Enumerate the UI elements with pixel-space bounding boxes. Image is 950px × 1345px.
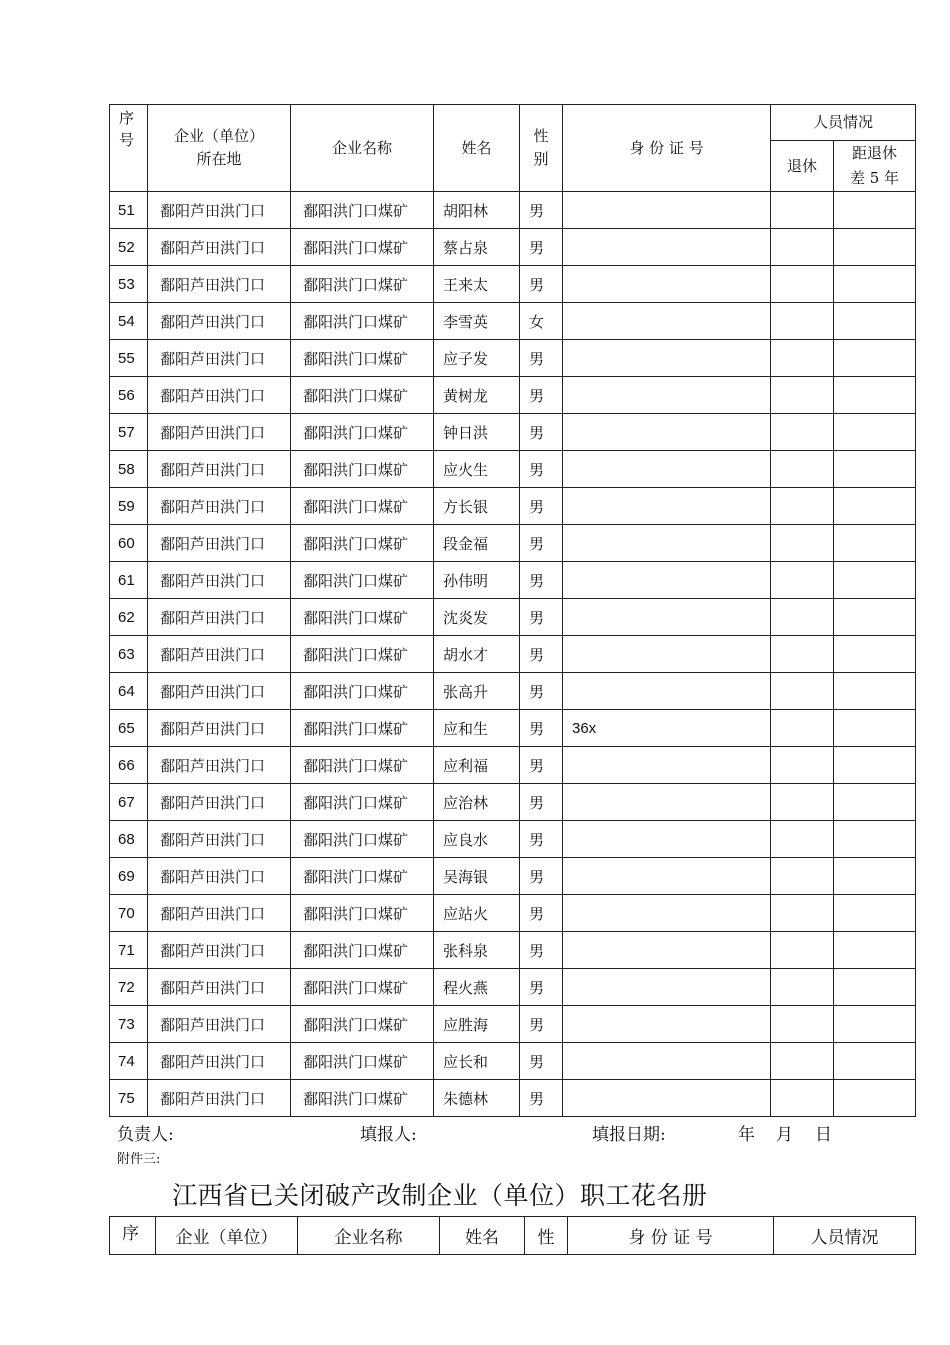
table-row	[110, 451, 916, 488]
row-number: 70	[110, 895, 148, 932]
enterprise-cell: 鄱阳洪门口煤矿	[291, 229, 434, 266]
row-number: 53	[110, 266, 148, 303]
to-retire-cell	[834, 932, 916, 969]
name-cell: 张高升	[434, 673, 520, 710]
row-number: 51	[110, 192, 148, 229]
retired-cell	[771, 784, 834, 821]
location-cell: 鄱阳芦田洪门口	[148, 451, 291, 488]
name-cell: 朱德林	[434, 1080, 520, 1117]
row-number: 56	[110, 377, 148, 414]
header-to-retire: 距退休 差 5 年	[834, 141, 916, 192]
to-retire-cell	[834, 858, 916, 895]
location-cell: 鄱阳芦田洪门口	[148, 1043, 291, 1080]
sex-cell: 男	[520, 932, 563, 969]
to-retire-cell	[834, 192, 916, 229]
retired-cell	[771, 895, 834, 932]
row-number: 69	[110, 858, 148, 895]
name-cell: 应良水	[434, 821, 520, 858]
table-row	[110, 895, 916, 932]
table-row	[110, 1043, 916, 1080]
sex-cell: 男	[520, 1043, 563, 1080]
location-cell: 鄱阳芦田洪门口	[148, 562, 291, 599]
id-number-cell	[563, 1006, 771, 1043]
name-cell: 张科泉	[434, 932, 520, 969]
name-cell: 钟日洪	[434, 414, 520, 451]
enterprise-cell: 鄱阳洪门口煤矿	[291, 303, 434, 340]
table-row	[110, 858, 916, 895]
name-cell: 方长银	[434, 488, 520, 525]
table-row	[110, 1080, 916, 1117]
row-number: 62	[110, 599, 148, 636]
id-number-cell	[563, 747, 771, 784]
name-cell: 应子发	[434, 340, 520, 377]
row-number: 60	[110, 525, 148, 562]
enterprise-cell: 鄱阳洪门口煤矿	[291, 340, 434, 377]
id-number-cell	[563, 340, 771, 377]
to-retire-cell	[834, 1006, 916, 1043]
table-row	[110, 784, 916, 821]
row-number: 59	[110, 488, 148, 525]
id-number-cell	[563, 1043, 771, 1080]
sex-cell: 男	[520, 488, 563, 525]
location-cell: 鄱阳芦田洪门口	[148, 1006, 291, 1043]
enterprise-cell: 鄱阳洪门口煤矿	[291, 969, 434, 1006]
sex-cell: 男	[520, 562, 563, 599]
header2-seq: 序	[110, 1217, 156, 1255]
name-cell: 应站火	[434, 895, 520, 932]
id-number-cell	[563, 192, 771, 229]
sex-cell: 男	[520, 599, 563, 636]
sex-cell: 男	[520, 710, 563, 747]
retired-cell	[771, 1006, 834, 1043]
sex-cell: 男	[520, 340, 563, 377]
month-label: 月	[776, 1125, 793, 1145]
id-number-cell	[563, 858, 771, 895]
to-retire-cell	[834, 673, 916, 710]
table-row	[110, 340, 916, 377]
row-number: 73	[110, 1006, 148, 1043]
enterprise-cell: 鄱阳洪门口煤矿	[291, 1043, 434, 1080]
responsible-label: 负责人:	[117, 1125, 174, 1145]
sex-cell: 男	[520, 192, 563, 229]
enterprise-cell: 鄱阳洪门口煤矿	[291, 1080, 434, 1117]
retired-cell	[771, 562, 834, 599]
enterprise-cell: 鄱阳洪门口煤矿	[291, 377, 434, 414]
enterprise-cell: 鄱阳洪门口煤矿	[291, 562, 434, 599]
to-retire-cell	[834, 1080, 916, 1117]
sex-cell: 男	[520, 858, 563, 895]
header2-name: 姓名	[440, 1217, 525, 1255]
sex-cell: 男	[520, 229, 563, 266]
retired-cell	[771, 192, 834, 229]
id-number-cell	[563, 895, 771, 932]
retired-cell	[771, 636, 834, 673]
to-retire-cell	[834, 303, 916, 340]
location-cell: 鄱阳芦田洪门口	[148, 636, 291, 673]
location-cell: 鄱阳芦田洪门口	[148, 414, 291, 451]
row-number: 74	[110, 1043, 148, 1080]
name-cell: 黄树龙	[434, 377, 520, 414]
id-number-cell	[563, 451, 771, 488]
to-retire-cell	[834, 266, 916, 303]
location-cell: 鄱阳芦田洪门口	[148, 969, 291, 1006]
retired-cell	[771, 599, 834, 636]
id-number-cell	[563, 229, 771, 266]
enterprise-cell: 鄱阳洪门口煤矿	[291, 1006, 434, 1043]
sex-cell: 男	[520, 895, 563, 932]
row-number: 71	[110, 932, 148, 969]
id-number-cell	[563, 488, 771, 525]
table-row	[110, 710, 916, 747]
location-cell: 鄱阳芦田洪门口	[148, 599, 291, 636]
retired-cell	[771, 747, 834, 784]
location-cell: 鄱阳芦田洪门口	[148, 747, 291, 784]
name-cell: 应胜海	[434, 1006, 520, 1043]
table-row	[110, 932, 916, 969]
header-enterprise: 企业名称	[291, 105, 434, 192]
row-number: 58	[110, 451, 148, 488]
retired-cell	[771, 673, 834, 710]
location-cell: 鄱阳芦田洪门口	[148, 303, 291, 340]
to-retire-cell	[834, 451, 916, 488]
location-cell: 鄱阳芦田洪门口	[148, 340, 291, 377]
to-retire-cell	[834, 377, 916, 414]
retired-cell	[771, 377, 834, 414]
row-number: 64	[110, 673, 148, 710]
header-name: 姓名	[434, 105, 520, 192]
row-number: 67	[110, 784, 148, 821]
enterprise-cell: 鄱阳洪门口煤矿	[291, 636, 434, 673]
table-row	[110, 821, 916, 858]
table-row	[110, 229, 916, 266]
roster-table-next-page	[109, 1216, 916, 1255]
location-cell: 鄱阳芦田洪门口	[148, 858, 291, 895]
row-number: 63	[110, 636, 148, 673]
id-number-cell: 36x	[563, 710, 771, 747]
location-cell: 鄱阳芦田洪门口	[148, 710, 291, 747]
row-number: 75	[110, 1080, 148, 1117]
location-cell: 鄱阳芦田洪门口	[148, 895, 291, 932]
name-cell: 王来太	[434, 266, 520, 303]
table-row	[110, 525, 916, 562]
date-label: 填报日期:	[592, 1125, 666, 1145]
sex-cell: 男	[520, 377, 563, 414]
enterprise-cell: 鄱阳洪门口煤矿	[291, 488, 434, 525]
name-cell: 应利福	[434, 747, 520, 784]
retired-cell	[771, 229, 834, 266]
name-cell: 应治林	[434, 784, 520, 821]
enterprise-cell: 鄱阳洪门口煤矿	[291, 266, 434, 303]
location-cell: 鄱阳芦田洪门口	[148, 525, 291, 562]
sex-cell: 男	[520, 969, 563, 1006]
row-number: 65	[110, 710, 148, 747]
header-sex: 性别	[520, 105, 563, 192]
to-retire-cell	[834, 784, 916, 821]
location-cell: 鄱阳芦田洪门口	[148, 673, 291, 710]
enterprise-cell: 鄱阳洪门口煤矿	[291, 932, 434, 969]
id-number-cell	[563, 599, 771, 636]
table-row	[110, 377, 916, 414]
id-number-cell	[563, 525, 771, 562]
id-number-cell	[563, 636, 771, 673]
name-cell: 李雪英	[434, 303, 520, 340]
enterprise-cell: 鄱阳洪门口煤矿	[291, 710, 434, 747]
enterprise-cell: 鄱阳洪门口煤矿	[291, 784, 434, 821]
header2-location: 企业（单位）	[156, 1217, 298, 1255]
row-number: 68	[110, 821, 148, 858]
id-number-cell	[563, 969, 771, 1006]
enterprise-cell: 鄱阳洪门口煤矿	[291, 599, 434, 636]
id-number-cell	[563, 1080, 771, 1117]
retired-cell	[771, 710, 834, 747]
to-retire-cell	[834, 599, 916, 636]
roster-table	[109, 104, 916, 1117]
id-number-cell	[563, 673, 771, 710]
header2-id: 身 份 证 号	[568, 1217, 774, 1255]
row-number: 61	[110, 562, 148, 599]
retired-cell	[771, 451, 834, 488]
enterprise-cell: 鄱阳洪门口煤矿	[291, 895, 434, 932]
retired-cell	[771, 414, 834, 451]
retired-cell	[771, 303, 834, 340]
attachment-label: 附件三:	[117, 1152, 161, 1167]
sex-cell: 男	[520, 451, 563, 488]
to-retire-cell	[834, 414, 916, 451]
location-cell: 鄱阳芦田洪门口	[148, 821, 291, 858]
enterprise-cell: 鄱阳洪门口煤矿	[291, 673, 434, 710]
enterprise-cell: 鄱阳洪门口煤矿	[291, 525, 434, 562]
id-number-cell	[563, 414, 771, 451]
row-number: 66	[110, 747, 148, 784]
filler-label: 填报人:	[360, 1125, 417, 1145]
retired-cell	[771, 488, 834, 525]
row-number: 54	[110, 303, 148, 340]
table-row	[110, 414, 916, 451]
day-label: 日	[815, 1125, 832, 1145]
enterprise-cell: 鄱阳洪门口煤矿	[291, 451, 434, 488]
table-row	[110, 1006, 916, 1043]
name-cell: 胡水才	[434, 636, 520, 673]
enterprise-cell: 鄱阳洪门口煤矿	[291, 747, 434, 784]
to-retire-cell	[834, 747, 916, 784]
sex-cell: 男	[520, 1006, 563, 1043]
header-status: 人员情况	[771, 105, 916, 141]
sex-cell: 男	[520, 821, 563, 858]
name-cell: 应火生	[434, 451, 520, 488]
signature-line	[117, 1120, 877, 1144]
to-retire-cell	[834, 1043, 916, 1080]
sex-cell: 男	[520, 747, 563, 784]
location-cell: 鄱阳芦田洪门口	[148, 1080, 291, 1117]
row-number: 72	[110, 969, 148, 1006]
retired-cell	[771, 525, 834, 562]
table-row	[110, 192, 916, 229]
retired-cell	[771, 821, 834, 858]
table-row	[110, 636, 916, 673]
to-retire-cell	[834, 525, 916, 562]
to-retire-cell	[834, 895, 916, 932]
header-id: 身 份 证 号	[563, 105, 771, 192]
enterprise-cell: 鄱阳洪门口煤矿	[291, 858, 434, 895]
year-label: 年	[738, 1125, 755, 1145]
retired-cell	[771, 969, 834, 1006]
to-retire-cell	[834, 340, 916, 377]
table-row	[110, 747, 916, 784]
enterprise-cell: 鄱阳洪门口煤矿	[291, 414, 434, 451]
to-retire-cell	[834, 710, 916, 747]
name-cell: 应和生	[434, 710, 520, 747]
table-row	[110, 599, 916, 636]
table-row	[110, 266, 916, 303]
id-number-cell	[563, 303, 771, 340]
to-retire-cell	[834, 969, 916, 1006]
sex-cell: 男	[520, 673, 563, 710]
retired-cell	[771, 1080, 834, 1117]
retired-cell	[771, 340, 834, 377]
header2-status: 人员情况	[774, 1217, 916, 1255]
to-retire-cell	[834, 488, 916, 525]
sex-cell: 男	[520, 266, 563, 303]
id-number-cell	[563, 562, 771, 599]
retired-cell	[771, 1043, 834, 1080]
name-cell: 程火燕	[434, 969, 520, 1006]
id-number-cell	[563, 377, 771, 414]
location-cell: 鄱阳芦田洪门口	[148, 192, 291, 229]
table-row	[110, 969, 916, 1006]
header2-enterprise: 企业名称	[298, 1217, 440, 1255]
id-number-cell	[563, 932, 771, 969]
location-cell: 鄱阳芦田洪门口	[148, 932, 291, 969]
name-cell: 吴海银	[434, 858, 520, 895]
row-number: 57	[110, 414, 148, 451]
location-cell: 鄱阳芦田洪门口	[148, 229, 291, 266]
to-retire-cell	[834, 636, 916, 673]
table-row	[110, 673, 916, 710]
enterprise-cell: 鄱阳洪门口煤矿	[291, 192, 434, 229]
sex-cell: 男	[520, 414, 563, 451]
location-cell: 鄱阳芦田洪门口	[148, 266, 291, 303]
name-cell: 蔡占泉	[434, 229, 520, 266]
sex-cell: 男	[520, 525, 563, 562]
header-location: 企业（单位） 所在地	[148, 105, 291, 192]
id-number-cell	[563, 821, 771, 858]
enterprise-cell: 鄱阳洪门口煤矿	[291, 821, 434, 858]
sex-cell: 男	[520, 1080, 563, 1117]
location-cell: 鄱阳芦田洪门口	[148, 377, 291, 414]
document-title: 江西省已关闭破产改制企业（单位）职工花名册	[172, 1181, 708, 1210]
row-number: 52	[110, 229, 148, 266]
row-number: 55	[110, 340, 148, 377]
retired-cell	[771, 858, 834, 895]
header-seq: 序号	[110, 105, 148, 192]
sex-cell: 男	[520, 784, 563, 821]
name-cell: 应长和	[434, 1043, 520, 1080]
id-number-cell	[563, 784, 771, 821]
name-cell: 孙伟明	[434, 562, 520, 599]
to-retire-cell	[834, 562, 916, 599]
name-cell: 沈炎发	[434, 599, 520, 636]
sex-cell: 女	[520, 303, 563, 340]
to-retire-cell	[834, 821, 916, 858]
name-cell: 段金福	[434, 525, 520, 562]
name-cell: 胡阳林	[434, 192, 520, 229]
location-cell: 鄱阳芦田洪门口	[148, 488, 291, 525]
to-retire-cell	[834, 229, 916, 266]
table-row	[110, 303, 916, 340]
retired-cell	[771, 932, 834, 969]
retired-cell	[771, 266, 834, 303]
table-row	[110, 488, 916, 525]
header-retired: 退休	[771, 141, 834, 192]
location-cell: 鄱阳芦田洪门口	[148, 784, 291, 821]
id-number-cell	[563, 266, 771, 303]
table-row	[110, 562, 916, 599]
header2-sex: 性	[525, 1217, 568, 1255]
sex-cell: 男	[520, 636, 563, 673]
